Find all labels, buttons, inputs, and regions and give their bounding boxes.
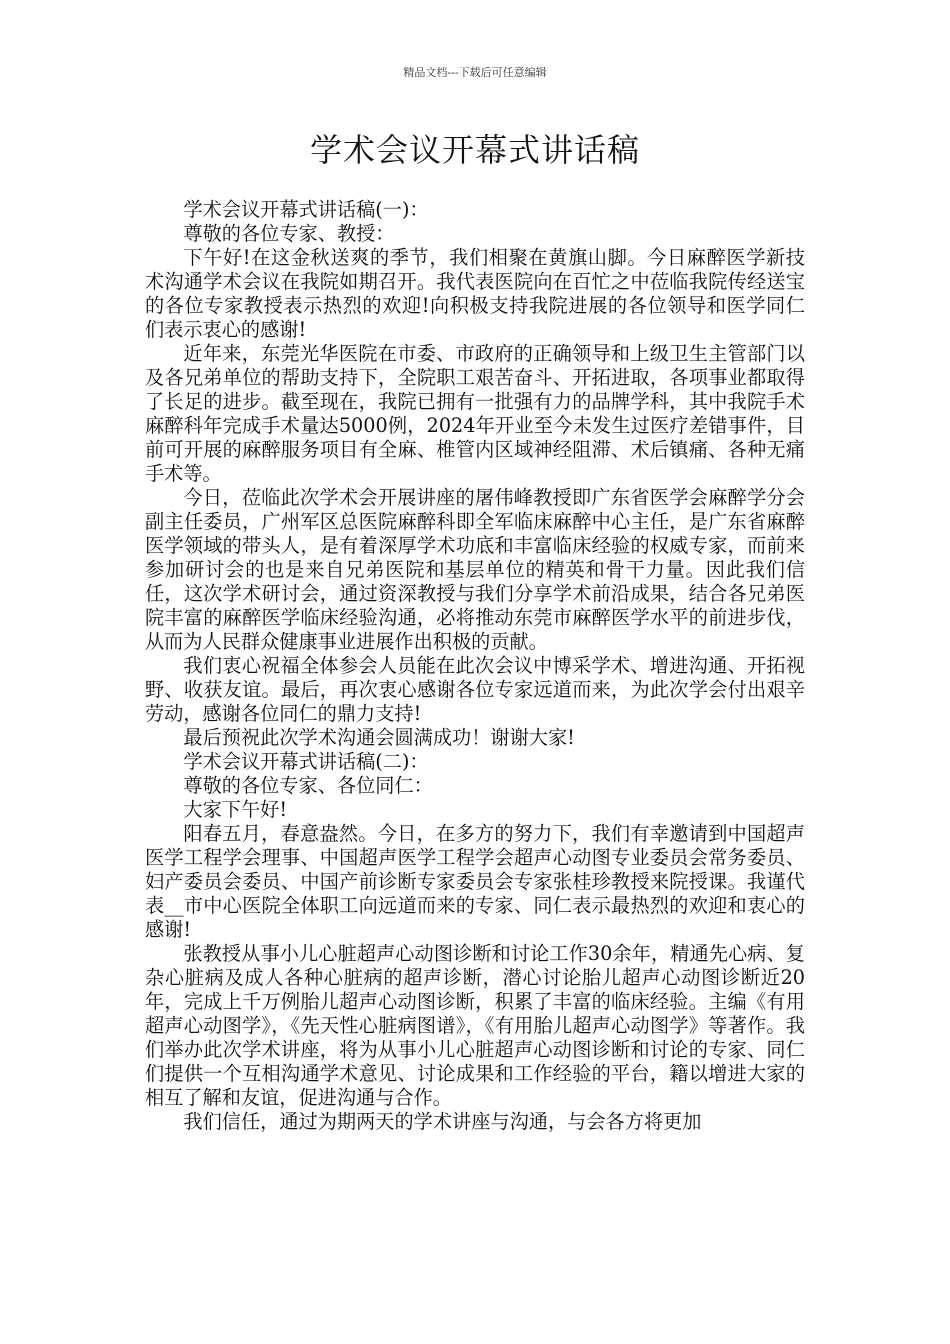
paragraph: 张教授从事小儿心脏超声心动图诊断和讨论工作30余年，精通先心病、复杂心脏病及成人各种心脏病的超声诊断，潜心讨论胎儿超声心动图诊断近20年，完成上千万例胎儿超声心动图诊断，积累了丰富的临床经验。主编《有用超声心动图学》，《先天性心脏病图谱》，《有用胎儿超声心动图学》等著作。我们举办此次学术讲座，将为从事小儿心脏超声心动图诊断和讨论的专家、同仁们提供一个互相沟通学术意见、讨论成果和工作经验的平台，籍以增进大家的相互了解和友谊，促进沟通与合作。 [145, 942, 805, 1109]
paragraph: 阳春五月，春意盎然。今日，在多方的努力下，我们有幸邀请到中国超声医学工程学会理事、中国超声医学工程学会超声心动图专业委员会常务委员、妇产委员会委员、中国产前诊断专家委员会专家张桂珍教授来院授课。我谨代表__市中心医院全体职工向远道而来的专家、同仁表示最热烈的欢迎和衷心的感谢! [145, 822, 805, 941]
paragraph: 下午好!在这金秋送爽的季节，我们相聚在黄旗山脚。今日麻醉医学新技术沟通学术会议在我院如期召开。我代表医院向在百忙之中莅临我院传经送宝的各位专家教授表示热烈的欢迎!向积极支持我院进展的各位领导和医学同仁们表示衷心的感谢! [145, 246, 805, 341]
paragraph: 尊敬的各位专家、各位同仁： [183, 774, 433, 797]
paragraph: 最后预祝此次学术沟通会圆满成功！谢谢大家! [183, 726, 575, 749]
header-note: 精品文档---下载后可任意编辑 [403, 66, 547, 79]
paragraph: 我们衷心祝福全体参会人员能在此次会议中博采学术、增进沟通、开拓视野、收获友谊。最后，再次衷心感谢各位专家远道而来，为此次学会付出艰辛劳动，感谢各位同仁的鼎力支持! [145, 654, 805, 725]
paragraph: 大家下午好! [183, 798, 288, 821]
paragraph: 学术会议开幕式讲话稿(一)： [183, 198, 429, 221]
document-body [145, 198, 805, 1134]
paragraph: 学术会议开幕式讲话稿(二)： [183, 750, 429, 773]
paragraph: 今日，莅临此次学术会开展讲座的屠伟峰教授即广东省医学会麻醉学分会副主任委员，广州军区总医院麻醉科即全军临床麻醉中心主任，是广东省麻醉医学领域的带头人，是有着深厚学术功底和丰富临床经验的权威专家，而前来参加研讨会的也是来自兄弟医院和基层单位的精英和骨干力量。因此我们信任，这次学术研讨会，通过资深教授与我们分享学术前沿成果，结合各兄弟医院丰富的麻醉医学临床经验沟通，必将推动东莞市麻醉医学水平的前进步伐，从而为人民群众健康事业进展作出积极的贡献。 [145, 486, 805, 653]
paragraph: 尊敬的各位专家、教授： [183, 222, 395, 245]
document-title: 学术会议开幕式讲话稿 [309, 131, 640, 169]
paragraph: 我们信任，通过为期两天的学术讲座与沟通，与会各方将更加 [183, 1110, 702, 1133]
paragraph: 近年来，东莞光华医院在市委、市政府的正确领导和上级卫生主管部门以及各兄弟单位的帮助支持下，全院职工艰苦奋斗、开拓进取，各项事业都取得了长足的进步。截至现在，我院已拥有一批强有力的品牌学科，其中我院手术麻醉科年完成手术量达5000例，2024年开业至今未发生过医疗差错事件，目前可开展的麻醉服务项目有全麻、椎管内区域神经阻滞、术后镇痛、各种无痛手术等。 [145, 342, 805, 485]
